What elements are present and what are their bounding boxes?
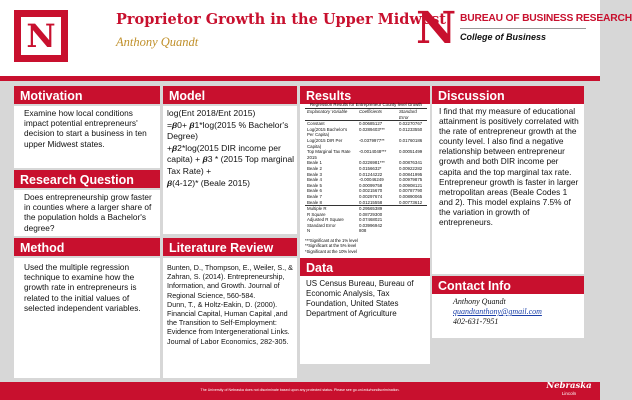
table-cell: Standard Error: [307, 222, 336, 228]
table-cell: 0.00215670: [359, 188, 383, 194]
method-heading: Method: [14, 238, 160, 256]
table-cell: Beale 2: [307, 165, 322, 171]
contact-phone: 402-631-7951: [453, 317, 499, 326]
table-row: [305, 149, 427, 160]
col-header: Explanatory Variable: [307, 109, 348, 114]
bbr-logo: [416, 3, 632, 55]
table-cell: -0.0014048***: [359, 149, 387, 155]
table-cell: 0.00297674: [359, 193, 383, 199]
table-row: [305, 138, 427, 149]
nebraska-footer-logo: [544, 381, 594, 400]
motivation-heading: Motivation: [14, 86, 160, 104]
table-cell: 0.00890065: [399, 193, 423, 199]
table-row: [305, 127, 427, 138]
col-header: Coefficients: [359, 109, 382, 114]
college-name: College of Business: [460, 32, 547, 42]
table-header-row: [305, 109, 427, 121]
table-cell: 808: [359, 228, 367, 234]
table-cell: 0.29565389: [359, 206, 383, 212]
col-header: Standard Error: [399, 109, 417, 120]
literature-text: [167, 263, 295, 346]
reference-2: Dunn, T., & Holtz-Eakin, D. (2000). Financial Capital, Human Capital ,and the Transition to Self-Employment: Evidence from Intergenerational Links. Journal of Labor Economics, 282-305.: [167, 299, 290, 346]
table-cell: 0.01215558: [359, 199, 383, 205]
header-stripe: [0, 76, 600, 81]
stat-row: [305, 228, 427, 234]
footer-disclaimer: The University of Nebraska does not discriminate based upon any protected status. Please see go.unl.edu/nondiscrimination.: [200, 388, 400, 392]
table-cell: Constant: [307, 121, 325, 127]
contact-name: Anthony Quandt: [453, 297, 506, 306]
discussion-heading: Discussion: [432, 86, 584, 104]
table-cell: Beale 6: [307, 188, 322, 194]
table-cell: Beale 5: [307, 182, 322, 188]
discussion-text: I find that my measure of educational attainment is positively correlated with the rate of entrepreneur growth at the county level. I also find a negative relationship between entrepreneur growth and both DIR income per capita and the top marginal tax rate. Entrepreneur growth is faster in larger metropolitan areas (Beale Codes 1 and 2). This model explains 7.5% of the variation in growth of entrepreneurs.: [439, 106, 579, 228]
table-cell: Top Marginal Tax Rate 2015: [307, 149, 351, 160]
reference-1: Bunten, D., Thompson, E., Weiler, S., & Zahran, S. (2014). Entrepreneurship, Information, and Growth. Journal of Regional Science, 560-584.: [167, 263, 293, 300]
regression-table: [305, 102, 427, 254]
model-heading: Model: [163, 86, 297, 104]
nebraska-wordmark: Nebraska: [546, 381, 592, 391]
table-cell: Adjusted R Square: [307, 217, 344, 223]
table-cell: 0.03996942: [359, 222, 383, 228]
table-cell: 0.0289403***: [359, 126, 385, 132]
contact-email[interactable]: quandtanthony@gmail.com: [453, 307, 542, 316]
table-cell: 0.00979875: [399, 177, 423, 183]
table-cell: Beale 8: [307, 199, 322, 205]
table-cell: 0.02270767: [399, 121, 423, 127]
table-title: Regression Results for Entrepreneur County level Growth: [305, 102, 427, 109]
data-text: US Census Bureau, Bureau of Economic Analysis, Tax Foundation, United States Department of Agriculture: [306, 279, 414, 318]
table-row: [305, 121, 427, 127]
poster-title: Proprietor Growth in the Upper Midwest: [116, 11, 446, 28]
table-cell: -0.0379977**: [359, 137, 385, 143]
table-cell: 0.0226981***: [359, 160, 385, 166]
note: *Significant at the 10% level: [305, 248, 357, 254]
table-cell: 0.00841995: [399, 171, 423, 177]
contact-heading: Contact Info: [432, 276, 584, 294]
table-cell: 0.00051499: [399, 149, 423, 155]
research-question-heading: Research Question: [14, 170, 160, 188]
note: ***Significant at the 1% level: [305, 238, 358, 244]
table-cell: 0.00876341: [399, 160, 423, 166]
model-equation: [167, 108, 295, 189]
research-question-text: Does entrepreneurship grow faster in counties where a larger share of the population holds a Bachelor's degree?: [24, 192, 152, 233]
table-cell: Beale 7: [307, 193, 322, 199]
table-cell: Beale 1: [307, 160, 322, 166]
motivation-text: Examine how local conditions impact potential entrepreneurs' decision to start a business in ten upper Midwest states.: [24, 108, 147, 149]
n-icon: N: [416, 3, 457, 54]
bbr-divider: [460, 28, 586, 29]
literature-heading: Literature Review: [163, 238, 297, 256]
table-cell: 0.00773612: [399, 199, 423, 205]
data-heading: Data: [300, 258, 430, 276]
model-line-3: +𝜷2*log(2015 DIR income per capita) + 𝜷3 * (2015 Top marginal Tax Rate) +: [167, 142, 295, 176]
table-cell: 0.01244222: [359, 171, 383, 177]
model-line-1: log(Ent 2018/Ent 2015): [167, 108, 256, 118]
table-cell: Log(2015 DIR Per Capita): [307, 137, 343, 149]
nebraska-n-logo-left: [14, 10, 68, 62]
table-cell: 0.00099758: [359, 182, 383, 188]
table-cell: 0.07468021: [359, 217, 383, 223]
table-cell: Beale 3: [307, 171, 322, 177]
table-cell: 0.00908121: [399, 182, 423, 188]
bbr-name: BUREAU OF BUSINESS RESEARCH: [460, 13, 632, 24]
model-line-4: 𝜷(4-12)* (Beale 2015): [167, 177, 251, 188]
table-cell: -0.00046249: [359, 177, 384, 183]
table-cell: 0.01233550: [399, 126, 423, 132]
results-heading: Results: [300, 86, 430, 104]
table-cell: R Square: [307, 211, 326, 217]
table-cell: 0.00787790: [399, 188, 423, 194]
table-cell: Beale 4: [307, 177, 322, 183]
method-text: Used the multiple regression technique to examine how the growth rate in entrepreneurs is related to the initial values of selected independent variables.: [24, 262, 141, 313]
table-cell: Multiple R: [307, 206, 327, 212]
n-icon: N: [21, 17, 61, 55]
table-cell: 0.00922282: [399, 165, 423, 171]
regression-table-body: [305, 109, 427, 234]
contact-info: [453, 297, 542, 327]
table-cell: 0.08729300: [359, 211, 383, 217]
note: **Significant at the 5% level: [305, 243, 357, 249]
table-cell: 0.00685127: [359, 121, 383, 127]
model-line-2: =𝜷0+ 𝜷1*log(2015 % Bachelor's Degree): [167, 119, 289, 142]
significance-notes: [305, 238, 427, 254]
table-cell: 0.0156632*: [359, 165, 382, 171]
table-cell: N: [307, 228, 311, 234]
poster-author: Anthony Quandt: [116, 35, 199, 49]
table-cell: Log(2015 Bachelor's Per Capita): [307, 126, 348, 138]
lincoln-wordmark: Lincoln: [561, 391, 577, 396]
table-cell: 0.01760186: [399, 137, 423, 143]
